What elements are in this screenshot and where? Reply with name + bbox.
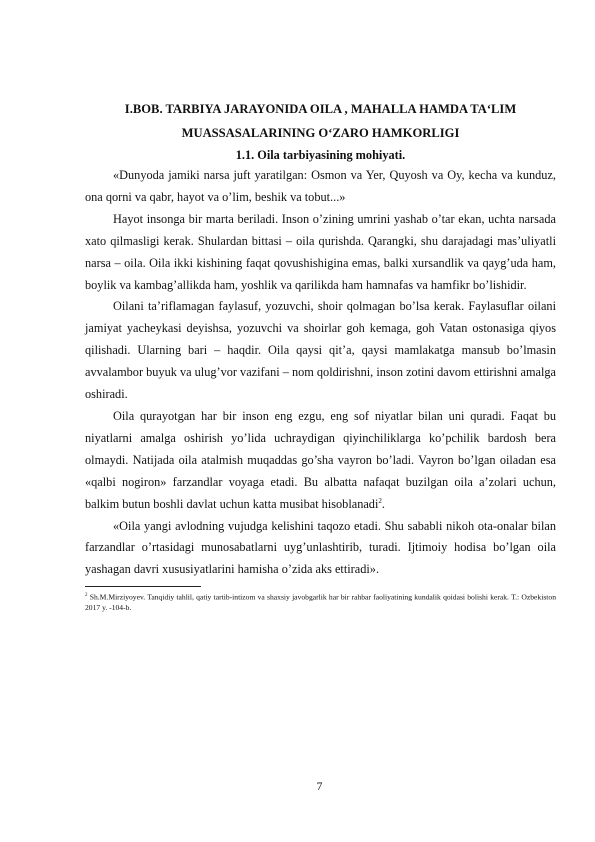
paragraph-5: «Oila yangi avlodning vujudga kelishini taqozo etadi. Shu sababli nikoh ota-onalar bilan farzandlar o’rtasidagi munosabatlarni uyg’unlashtirib, turadi. Ijtimoiy hodisa bo’lgan oila yashagan davri xususiyatlarini hamisha o’zida aks ettiradi».	[85, 518, 556, 577]
chapter-heading-line2: MUASSASALARINING O‘ZARO HAMKORLIGI	[181, 125, 460, 140]
paragraph-4-end: .	[381, 496, 385, 511]
footnote-divider	[85, 586, 201, 587]
paragraph-4	[85, 406, 556, 516]
chapter-heading-line1: I.BOB. TARBIYA JARAYONIDA OILA , MAHALLA HAMDA TA‘LIM	[124, 102, 517, 116]
footnote-text: Sh.M.Mirziyoyev. Tanqidiy tahlil, qatiy tartib-intizom va shaxsiy javobgarlik har bir rahbar faoliyatining kundalik qoidasi bolishi kerak. T.: Ozbekiston 2017 y. -104-b.	[85, 592, 556, 613]
footnote	[85, 591, 556, 614]
section-title: 1.1. Oila tarbiyasining mohiyati.	[235, 148, 406, 162]
paragraph-3: Oilani ta’riflamagan faylasuf, yozuvchi, shoir qolmagan bo’lsa kerak. Faylasuflar oilani jamiyat yacheykasi deyishsa, yozuvchi va shoirlar goh kemaga, goh Vatan ostonasiga qiyos qilishadi. Ularning bari – haqdir. Oila qaysi qit’a, qaysi mamlakatga mansub bo’lmasin avvalambor buyuk va ulug’vor vazifani – nom qoldirishni, inson zotini davom ettirishni amalga oshiradi.	[85, 299, 556, 402]
paragraph-4-text: Oila qurayotgan har bir inson eng ezgu, eng sof niyatlar bilan uni quradi. Faqat bu niyatlarni amalga oshirish yo’lida uchraydigan qiyinchiliklarga ko’pchilik bardosh bera olmaydi. Natijada oila atalmish muqaddas go’sha vayron bo’ladi. Vayron bo’lgan oiladan esa «qalbi nogiron» farzandlar voyaga etadi. Bu albatta nafaqat buzilgan oila a’zolari uchun, balkim butun boshli davlat uchun katta musibat hisoblanadi	[85, 408, 556, 511]
paragraph-2: Hayot insonga bir marta beriladi. Inson o’zining umrini yashab o’tar ekan, uchta narsada xato qilmasligi kerak. Shulardan bittasi – oila qurishda. Qarangki, shu darajadagi mas’uliyatli narsa – oila. Oila ikki kishining faqat qovushishigina emas, balki xursandlik va qayg’uda ham, boylik va kambag’allikda ham, yoshlik va qarilikda ham hamnafas va hamfikr bo’lishidir.	[85, 211, 556, 292]
footnote-reference[interactable]: 2	[378, 496, 382, 505]
page-number: 7	[316, 781, 323, 793]
footnote-marker: 2	[85, 593, 88, 599]
document-page	[85, 98, 556, 614]
paragraph-1: «Dunyoda jamiki narsa juft yaratilgan: Osmon va Yer, Quyosh va Oy, kecha va kunduz, ona qorni va qabr, hayot va o’lim, beshik va tobut...»	[85, 168, 556, 204]
